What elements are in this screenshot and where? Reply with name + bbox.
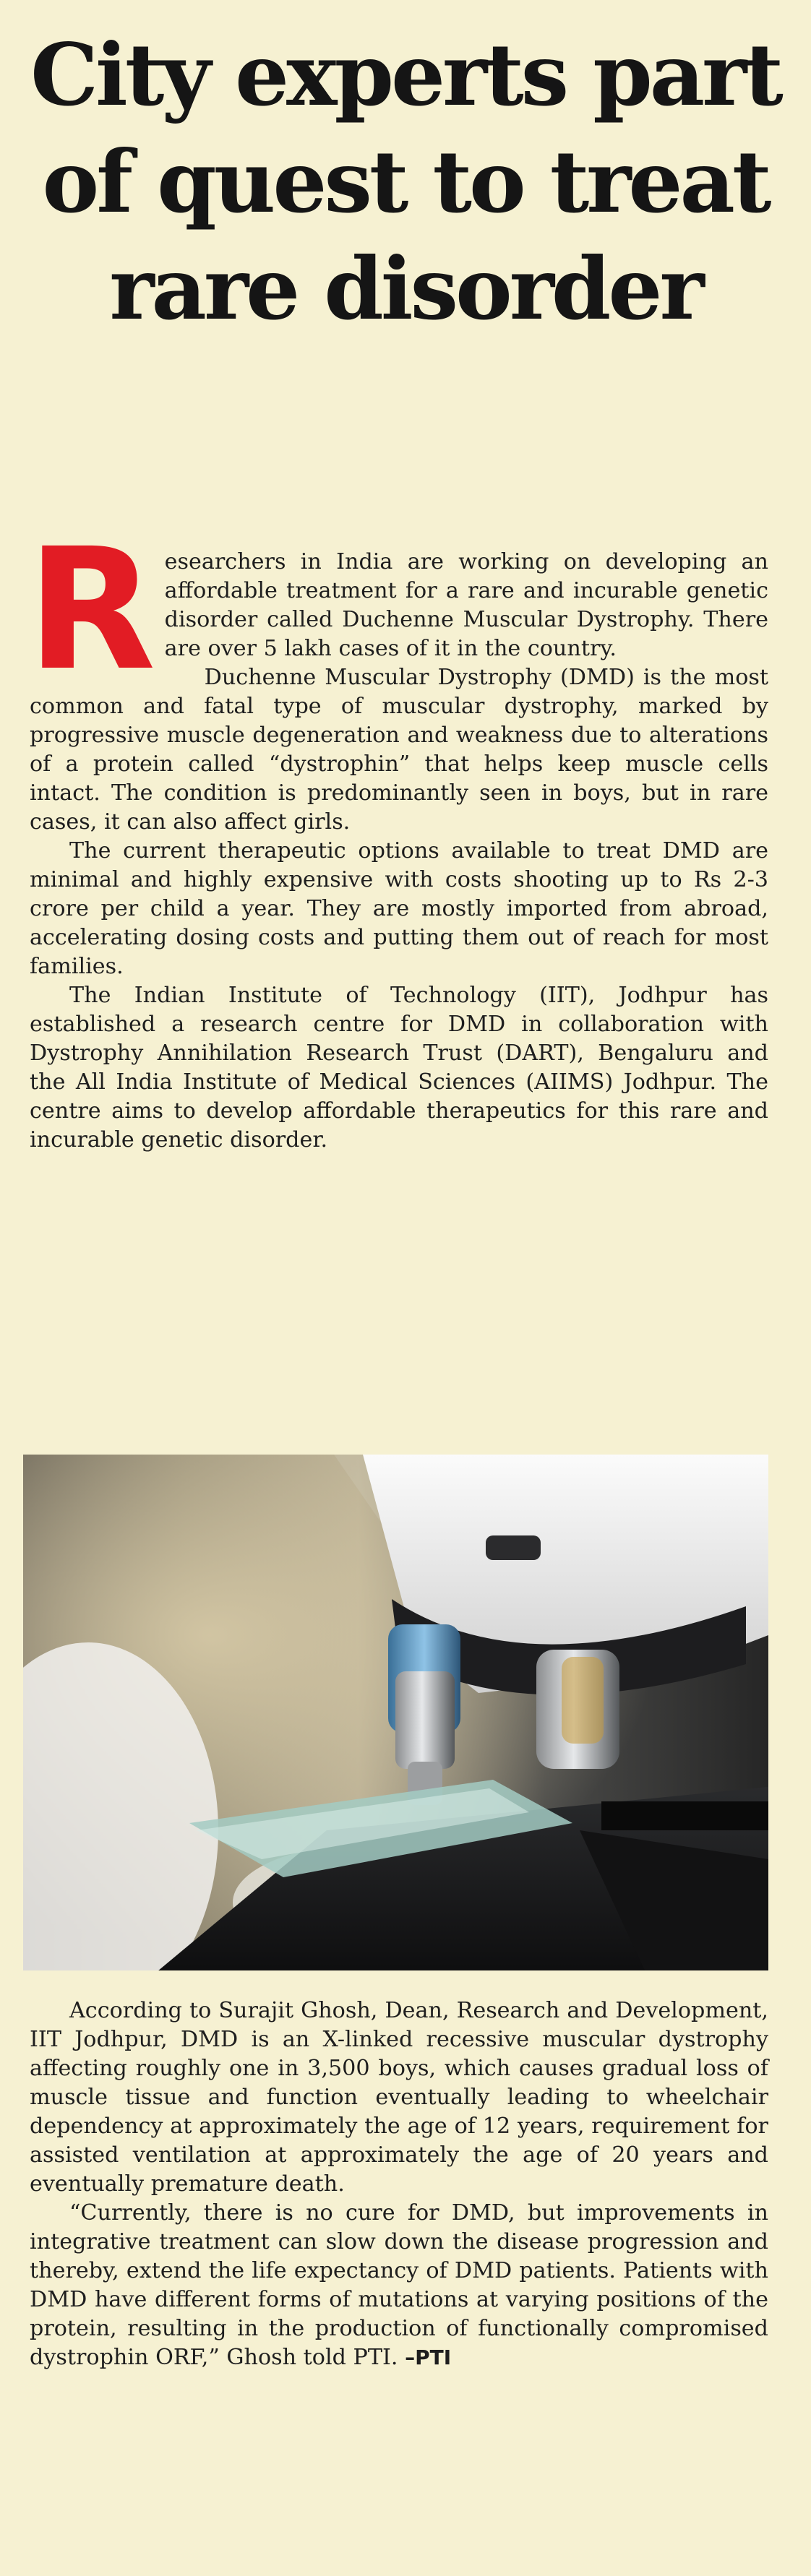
- lead-paragraph: [27, 512, 768, 707]
- article-body-top: [27, 512, 768, 1155]
- paragraph-ghosh-explanation: According to Surajit Ghosh, Dean, Research and Development, IIT Jodhpur, DMD is an X-linked recessive muscular dystrophy affecting roughly one in 3,500 boys, which causes gradual loss of muscle tissue and function eventually leading to wheelchair dependency at approximately the age of 12 years, requirement for assisted ventilation at approximately the age of 20 years and eventually premature death.: [30, 1998, 768, 2197]
- byline-pti: –PTI: [405, 2345, 452, 2369]
- paragraph-ghosh-quote: [30, 2199, 768, 2372]
- drop-cap: R: [27, 512, 156, 707]
- paragraph-research-centre: The Indian Institute of Technology (IIT), Jodhpur has established a research centre for DMD in collaboration with Dystrophy Annihilation Research Trust (DART), Bengaluru and the All India Institute of Medical Sciences (AIIMS) Jodhpur. The centre aims to develop affordable therapeutics for this rare and incurable genetic disorder.: [30, 983, 768, 1153]
- microscope-photo: [23, 1455, 768, 1970]
- article-headline: City experts part of quest to treat rare disorder: [30, 25, 781, 339]
- paragraph-dmd-definition: Duchenne Muscular Dystrophy (DMD) is the most common and fatal type of muscular dystrophy, marked by progressive muscle degeneration and weakness due to alterations of a protein called “dystrophin” that helps keep muscle cells intact. The condition is predominantly seen in boys, but in rare cases, it can also affect girls.: [30, 665, 768, 835]
- article-body-bottom: [30, 1996, 768, 2372]
- lead-text: esearchers in India are working on developing an affordable treatment for a rare and incurable genetic disorder called Duchenne Muscular Dystrophy. There are over 5 lakh cases of it in the country.: [164, 549, 768, 661]
- paragraph-treatment-costs: The current therapeutic options available to treat DMD are minimal and highly expensive with costs shooting up to Rs 2-3 crore per child a year. They are mostly imported from abroad, accelerating dosing costs and putting them out of reach for most families.: [30, 838, 768, 979]
- microscope-illustration: [23, 1455, 768, 1970]
- closing-quote: “Currently, there is no cure for DMD, but improvements in integrative treatment can slow down the disease progression and thereby, extend the life expectancy of DMD patients. Patients with DMD have different forms of mutations at varying positions of the protein, resulting in the production of functionally compromised dystrophin ORF,” Ghosh told PTI.: [30, 2200, 768, 2370]
